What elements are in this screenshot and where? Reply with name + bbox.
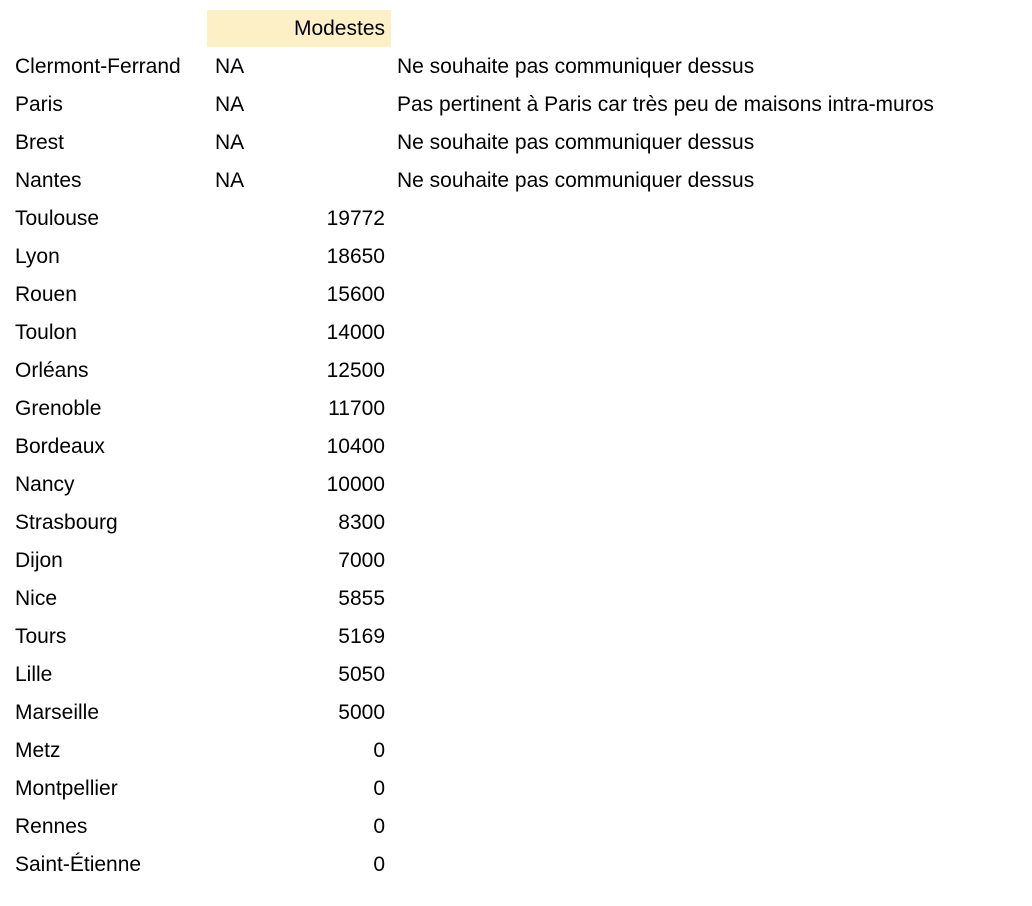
city-cell[interactable]: Marseille [15, 701, 100, 724]
city-cell[interactable]: Dijon [15, 549, 63, 572]
table-row [0, 390, 1032, 428]
value-cell[interactable]: 14000 [326, 321, 385, 344]
table-row [0, 542, 1032, 580]
city-cell[interactable]: Clermont-Ferrand [15, 55, 181, 78]
city-cell[interactable]: Metz [15, 739, 61, 762]
city-cell[interactable]: Nancy [15, 473, 75, 496]
note-cell[interactable]: Ne souhaite pas communiquer dessus [397, 169, 755, 192]
spreadsheet [0, 10, 1032, 884]
table-row [0, 238, 1032, 276]
table-row [0, 580, 1032, 618]
table-row [0, 314, 1032, 352]
city-cell[interactable]: Rouen [15, 283, 77, 306]
table-row [0, 200, 1032, 238]
city-cell[interactable]: Toulon [15, 321, 77, 344]
value-cell[interactable]: 0 [373, 853, 385, 876]
value-cell[interactable]: NA [215, 131, 245, 154]
value-cell[interactable]: 10000 [326, 473, 385, 496]
value-cell[interactable]: NA [215, 169, 245, 192]
city-cell[interactable]: Lyon [15, 245, 60, 268]
city-cell[interactable]: Paris [15, 93, 63, 116]
value-cell[interactable]: 0 [373, 739, 385, 762]
city-cell[interactable]: Nice [15, 587, 58, 610]
header-row [0, 10, 1032, 48]
city-cell[interactable]: Strasbourg [15, 511, 118, 534]
city-cell[interactable]: Montpellier [15, 777, 118, 800]
value-cell[interactable]: 8300 [338, 511, 385, 534]
table-row [0, 428, 1032, 466]
table-row [0, 352, 1032, 390]
value-cell[interactable]: NA [215, 93, 245, 116]
city-cell[interactable]: Grenoble [15, 397, 102, 420]
value-cell[interactable]: 5050 [338, 663, 385, 686]
table-row [0, 770, 1032, 808]
city-cell[interactable]: Brest [15, 131, 65, 154]
city-cell[interactable]: Bordeaux [15, 435, 105, 458]
table-row [0, 48, 1032, 86]
value-cell[interactable]: 12500 [326, 359, 385, 382]
table-row [0, 504, 1032, 542]
value-cell[interactable]: 15600 [326, 283, 385, 306]
table-row [0, 694, 1032, 732]
value-cell[interactable]: 7000 [338, 549, 385, 572]
city-cell[interactable]: Toulouse [15, 207, 100, 230]
city-cell[interactable]: Lille [15, 663, 53, 686]
table-row [0, 656, 1032, 694]
value-cell[interactable]: NA [215, 55, 245, 78]
value-cell[interactable]: 19772 [326, 207, 385, 230]
value-cell[interactable]: 10400 [326, 435, 385, 458]
note-cell[interactable]: Ne souhaite pas communiquer dessus [397, 55, 755, 78]
value-cell[interactable]: 5169 [338, 625, 385, 648]
note-cell[interactable]: Pas pertinent à Paris car très peu de maisons intra-muros [397, 93, 934, 116]
note-cell[interactable]: Ne souhaite pas communiquer dessus [397, 131, 755, 154]
table-row [0, 86, 1032, 124]
city-cell[interactable]: Tours [15, 625, 67, 648]
table-row [0, 466, 1032, 504]
city-cell[interactable]: Saint-Étienne [15, 853, 142, 876]
value-cell[interactable]: 0 [373, 815, 385, 838]
table-row [0, 276, 1032, 314]
table-body [0, 48, 1032, 884]
value-cell[interactable]: 11700 [328, 397, 385, 420]
city-cell[interactable]: Nantes [15, 169, 82, 192]
value-cell[interactable]: 5000 [338, 701, 385, 724]
city-cell[interactable]: Rennes [15, 815, 88, 838]
table-row [0, 808, 1032, 846]
value-cell[interactable]: 5855 [338, 587, 385, 610]
table-row [0, 162, 1032, 200]
table-row [0, 124, 1032, 162]
value-cell[interactable]: 0 [373, 777, 385, 800]
value-cell[interactable]: 18650 [326, 245, 385, 268]
column-header-modestes[interactable]: Modestes [207, 10, 391, 47]
table-row [0, 618, 1032, 656]
table-row [0, 846, 1032, 884]
city-cell[interactable]: Orléans [15, 359, 89, 382]
table-row [0, 732, 1032, 770]
